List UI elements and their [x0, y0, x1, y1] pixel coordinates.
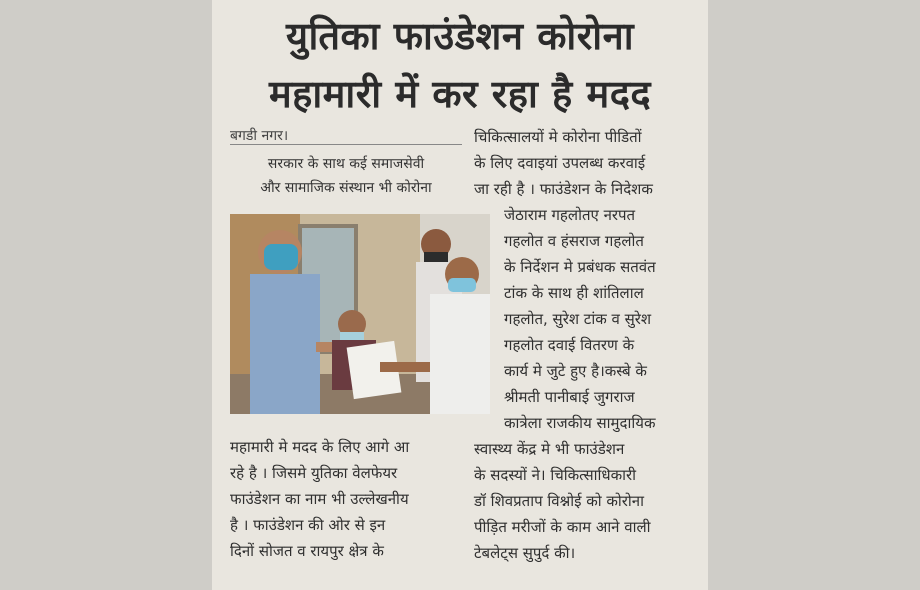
article-line: रहे है । जिसमे युतिका वेलफेयर [230, 464, 398, 482]
article-line: स्वास्थ्य केंद्र मे भी फाउंडेशन [474, 440, 625, 458]
lede-line: सरकार के साथ कई समाजसेवी [267, 156, 425, 172]
article-left-column [230, 434, 462, 564]
article-line: श्रीमती पानीबाई जुगराज [504, 388, 635, 406]
headline-line-1: युतिका फाउंडेशन कोरोना [285, 14, 635, 58]
article-line: गहलोत व हंसराज गहलोत [504, 232, 644, 250]
article-line: चिकित्सालयों मे कोरोना पीडितों [474, 128, 642, 146]
article-line: जा रही है । फाउंडेशन के निदेशक [474, 180, 653, 198]
article-line: डॉ शिवप्रताप विश्नोई को कोरोना [474, 492, 645, 510]
article-line: पीड़ित मरीजों के काम आने वाली [474, 518, 651, 536]
article-line: दिनों सोजत व रायपुर क्षेत्र के [230, 542, 384, 560]
article-line: जेठाराम गहलोतए नरपत [504, 206, 636, 224]
lede [230, 152, 462, 200]
article-line: फाउंडेशन का नाम भी उल्लेखनीय [230, 490, 409, 508]
article-line: है । फाउंडेशन की ओर से इन [230, 516, 386, 534]
dateline-rule [230, 144, 462, 145]
article-line: के लिए दवाइयां उपलब्ध करवाई [474, 154, 646, 172]
article-line: गहलोत, सुरेश टांक व सुरेश [504, 310, 652, 328]
article-line: के निर्देशन मे प्रबंधक सतवंत [504, 258, 656, 276]
news-photo [230, 214, 490, 414]
article-line: कार्य मे जुटे हुए है।कस्बे के [504, 362, 647, 380]
newspaper-clipping [212, 0, 708, 590]
article-line: महामारी मे मदद के लिए आगे आ [230, 438, 410, 456]
article-right-column [474, 124, 700, 566]
headline-line-2: महामारी में कर रहा है मदद [268, 72, 652, 116]
article-line: टांक के साथ ही शांतिलाल [504, 284, 644, 302]
dateline: बगडी नगर। [230, 128, 289, 144]
article-line: टेबलेट्स सुपुर्द की। [474, 544, 576, 562]
news-photo-icon [230, 214, 490, 414]
article-line: कात्रेला राजकीय सामुदायिक [504, 414, 656, 432]
article-line: गहलोत दवाई वितरण के [504, 336, 635, 354]
lede-line: और सामाजिक संस्थान भी कोरोना [260, 180, 432, 196]
article-line: के सदस्यों ने। चिकित्साधिकारी [474, 466, 637, 484]
